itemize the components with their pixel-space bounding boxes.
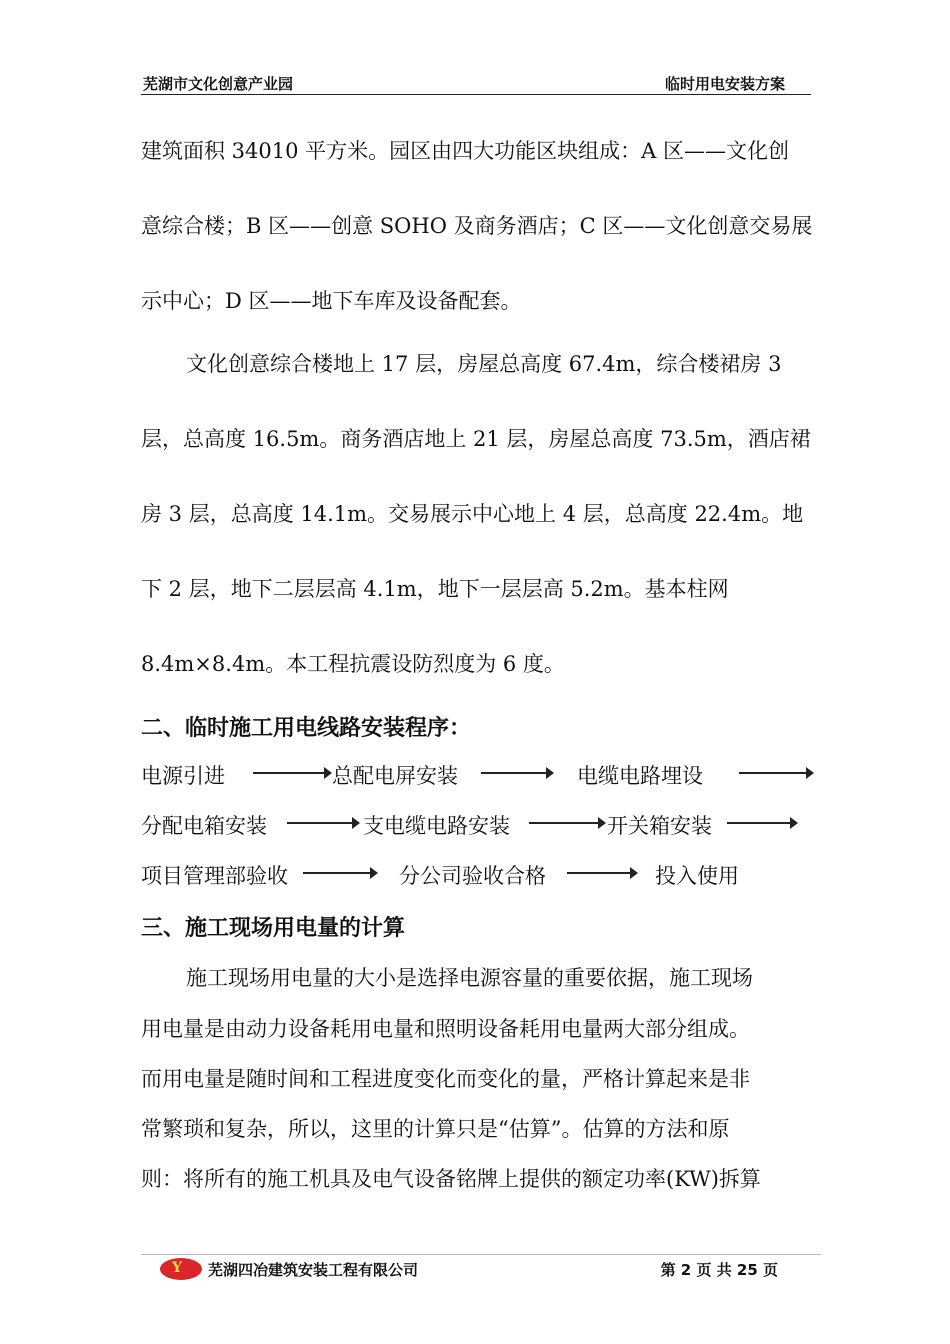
flow-row: [141, 860, 821, 890]
section-heading: 二、临时施工用电线路安装程序：: [141, 716, 472, 741]
arrow-right-icon: [567, 872, 631, 874]
arrow-right-icon: [529, 822, 599, 824]
body-line: 用电量是由动力设备耗用电量和照明设备耗用电量两大部分组成。: [141, 1017, 750, 1041]
section-heading: 三、施工现场用电量的计算: [141, 916, 406, 941]
flow-step: 项目管理部验收: [141, 864, 288, 888]
flow-step: 投入使用: [655, 864, 739, 888]
body-line: 房 3 层，总高度 14.1m。交易展示中心地上 4 层，总高度 22.4m。地: [141, 502, 804, 526]
footer-company-name: 芜湖四冶建筑安装工程有限公司: [208, 1261, 419, 1279]
body-line: 层，总高度 16.5m。商务酒店地上 21 层，房屋总高度 73.5m，酒店裙: [141, 427, 811, 451]
body-line: 文化创意综合楼地上 17 层，房屋总高度 67.4m，综合楼裙房 3: [186, 352, 782, 376]
body-line: 施工现场用电量的大小是选择电源容量的重要依据，施工现场: [186, 966, 753, 990]
body-line: 则：将所有的施工机具及电气设备铭牌上提供的额定功率(KW)拆算: [141, 1167, 761, 1191]
flow-step: 支电缆电路安装: [363, 814, 510, 838]
flow-row: [141, 760, 821, 790]
page-header: [141, 70, 811, 95]
arrow-right-icon: [253, 772, 325, 774]
body-line: 常繁琐和复杂，所以，这里的计算只是“估算”。估算的方法和原: [141, 1117, 730, 1141]
footer-divider: [141, 1254, 821, 1255]
flow-step: 电缆电路埋设: [577, 764, 703, 788]
flow-row: [141, 810, 821, 840]
body-line-text: 下 2 层，地下二层层高 4.1m，地下一层层高 5.2m。基本柱网: [141, 577, 729, 601]
arrow-right-icon: [739, 772, 807, 774]
flow-step: 分配电箱安装: [141, 814, 267, 838]
arrow-right-icon: [303, 872, 371, 874]
logo-mark: Y: [172, 1260, 182, 1276]
body-line: 8.4m×8.4m。本工程抗震设防烈度为 6 度。: [141, 652, 565, 676]
arrow-right-icon: [287, 822, 353, 824]
flow-step: 分公司验收合格: [399, 864, 546, 888]
body-line: 示中心；D 区——地下车库及设备配套。: [141, 289, 522, 313]
arrow-right-icon: [481, 772, 547, 774]
footer-page-number: 第 2 页 共 25 页: [660, 1261, 778, 1279]
body-line: [141, 573, 813, 603]
header-document-title: 临时用电安装方案: [664, 75, 785, 93]
body-line: 建筑面积 34010 平方米。园区由四大功能区块组成：A 区——文化创: [141, 139, 789, 163]
company-logo: [160, 1258, 202, 1280]
header-project-title: 芜湖市文化创意产业园: [143, 75, 294, 93]
flow-step: 总配电屏安装: [332, 764, 458, 788]
body-line: 意综合楼；B 区——创意 SOHO 及商务酒店；C 区——文化创意交易展: [141, 214, 813, 238]
arrow-right-icon: [727, 822, 791, 824]
flow-step: 电源引进: [141, 764, 225, 788]
flow-step: 开关箱安装: [607, 814, 712, 838]
body-line: 而用电量是随时间和工程进度变化而变化的量，严格计算起来是非: [141, 1067, 750, 1091]
